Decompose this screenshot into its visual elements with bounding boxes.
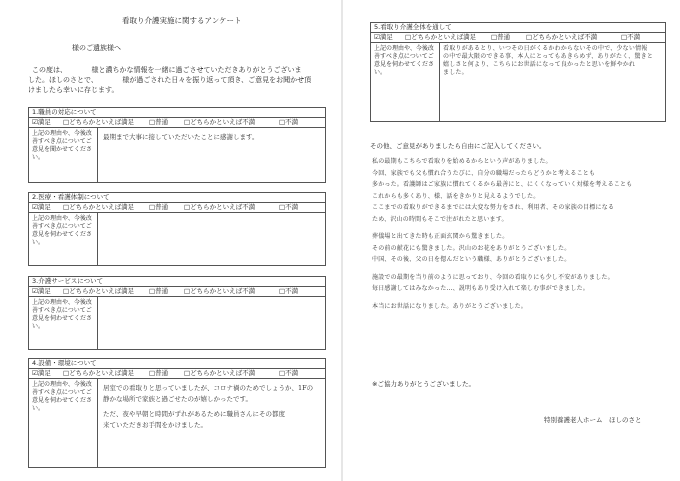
option-neutral[interactable]: □普通 [491,33,511,41]
option-neutral[interactable]: □普通 [149,203,169,211]
page-fold [341,0,343,481]
reason-prompt: 上記の理由や、今後改善すべき点についてご意見を伺わせてください。 [32,215,93,246]
divider [97,379,98,467]
section-overall [370,22,666,122]
comment-line: 多かった。看護師はご家族に慣れてくるから最善にと、にくくなっていく対様を考えることも [372,181,633,188]
answer-line: の中で最大限のできる事、本人にとってもあきらめず、ありがたく、驚きと [443,53,654,60]
right-page [350,6,668,474]
option-dissatisfied[interactable]: □不満 [279,287,299,295]
option-somewhat-satisfied[interactable]: □どちらかといえば満足 [63,369,135,377]
intro-line-3: けましたら幸いに存じます。 [28,86,119,94]
section-facility [28,358,326,468]
reason-prompt: 上記の理由や、今後改善すべき点についてご意見を伺わせてください。 [374,45,435,76]
reason-prompt: 上記の理由や、今後改善すべき点についてご意見を聞かせてください。 [32,130,93,161]
intro-line-2: した。ほしのさとで、 様が過ごされた日々を振り返って頂き、ご意見をお聞かせ頂 [28,76,312,84]
comment-line: ため、沢山の時間もそこで注がれたと思います。 [372,215,508,223]
option-somewhat-dissatisfied[interactable]: □どちらかといえば不満 [184,287,256,295]
divider [97,297,98,349]
answer-text [443,45,663,77]
section-medical [28,192,326,266]
section-care [28,276,326,350]
comment-line: その前の献花にも驚きました。沢山のお花をありがとうございました。 [372,244,571,252]
rating-options [29,203,325,213]
divider [97,213,98,265]
other-comments-prompt: その他、ご意見がありましたら自由にご記入してください。 [370,142,546,150]
comment-line: 毎日感謝してはみなかった…、説明もあり受け入れて楽しむ事ができました。 [372,285,590,292]
answer-line: 嬉しさと何より、こちらにお世話になって良かったと思いを鮮やかれ [443,61,636,68]
option-satisfied[interactable]: ☑満足 [32,203,51,211]
reason-prompt: 上記の理由や、今後改善すべき点についてご意見を伺わせてください。 [32,299,93,330]
section-header: 3.介護サービスについて [29,277,325,287]
left-page [14,6,334,474]
option-somewhat-satisfied[interactable]: □どちらかといえば満足 [63,118,135,126]
option-neutral[interactable]: □普通 [149,287,169,295]
answer-line: ました。 [443,69,468,76]
comment-line: 葬儀場と出てきた時も正面玄関から驚きました。 [372,233,509,240]
survey-title: 看取り介護実施に関するアンケート [122,16,242,25]
option-somewhat-dissatisfied[interactable]: □どちらかといえば不満 [526,33,598,41]
free-comment-text [372,156,664,312]
option-somewhat-satisfied[interactable]: □どちらかといえば満足 [63,287,135,295]
option-somewhat-satisfied[interactable]: □どちらかといえば満足 [63,203,135,211]
section-header: 2.医療・看護体制について [29,193,325,203]
option-dissatisfied[interactable]: □不満 [279,203,299,211]
rating-options [29,369,325,379]
comment-line: 中国、その後、父の日を偲んだという職様、ありがとうございました。 [372,256,571,263]
answer-line: 看取りがあるとり、いつその日がくるかわからないその中で、少ない情報 [443,45,648,52]
facility-name: 特別養護老人ホーム ほしのさと [544,416,642,424]
comment-line: 今回、家族でも父も慣れ合うたびに、自分の職場だったらどうかと考えることも [372,169,596,177]
rating-options [29,118,325,128]
section-header: 4.設備・環境について [29,359,325,369]
option-neutral[interactable]: □普通 [149,369,169,377]
rating-options [371,33,665,43]
answer-line: ただ、夜や早朝と時間がずれがあるために職員さんにその都度 [103,410,285,418]
answer-line: 居室での看取りと思っていましたが、コロナ禍のためでしょうか、1Fの [103,384,314,392]
option-somewhat-dissatisfied[interactable]: □どちらかといえば不満 [184,118,256,126]
comment-line: 私の最期もこちらで看取りを始めるからという声がありました。 [372,158,552,165]
answer-line: 最期まで大事に接していただいたことに感謝します。 [103,133,259,141]
option-somewhat-dissatisfied[interactable]: □どちらかといえば不満 [184,203,256,211]
section-header: 5.看取り介護全体を通して [371,23,665,33]
option-dissatisfied[interactable]: □不満 [621,33,641,41]
reason-prompt: 上記の理由や、今後改善すべき点についてご意見を伺わせてください。 [32,381,93,412]
answer-line: 来ていただきお手間をかけました。 [103,421,207,429]
comment-line: これからも多くあり、様、話をきかりと見えるようでした。 [372,192,540,200]
option-neutral[interactable]: □普通 [149,118,169,126]
section-staff [28,107,326,183]
option-dissatisfied[interactable]: □不満 [279,369,299,377]
intro-line-1: この度は、 様と濃ちかな情報を一緒に過ごさせていただきありがとうございま [32,66,302,74]
option-satisfied[interactable]: ☑満足 [32,287,51,295]
section-header: 1.職員の対応について [29,108,325,118]
option-satisfied[interactable]: ☑満足 [32,118,51,126]
option-satisfied[interactable]: ☑満足 [32,369,51,377]
answer-line: 静かな場所で家族と過ごせたのが嬉しかったです。 [103,395,252,403]
divider [97,128,98,182]
comment-line: 施設での最期を当り前のように思っており、今回の看取りにも少し不安がありました。 [372,273,614,281]
option-satisfied[interactable]: ☑満足 [374,33,393,41]
thanks-note: ※ご協力ありがとうございました。 [372,380,475,388]
comment-line: ここまでの看取りができるまでには大変な努力をされ、利用者、その家族の目標になる [372,204,615,211]
option-somewhat-satisfied[interactable]: □どちらかといえば満足 [405,33,477,41]
rating-options [29,287,325,297]
divider [439,43,440,121]
option-dissatisfied[interactable]: □不満 [279,118,299,126]
comment-line: 本当にお世話になりました。ありがとうございました。 [372,302,528,310]
option-somewhat-dissatisfied[interactable]: □どちらかといえば不満 [184,369,256,377]
salutation: 様のご遺族様へ [72,44,121,52]
